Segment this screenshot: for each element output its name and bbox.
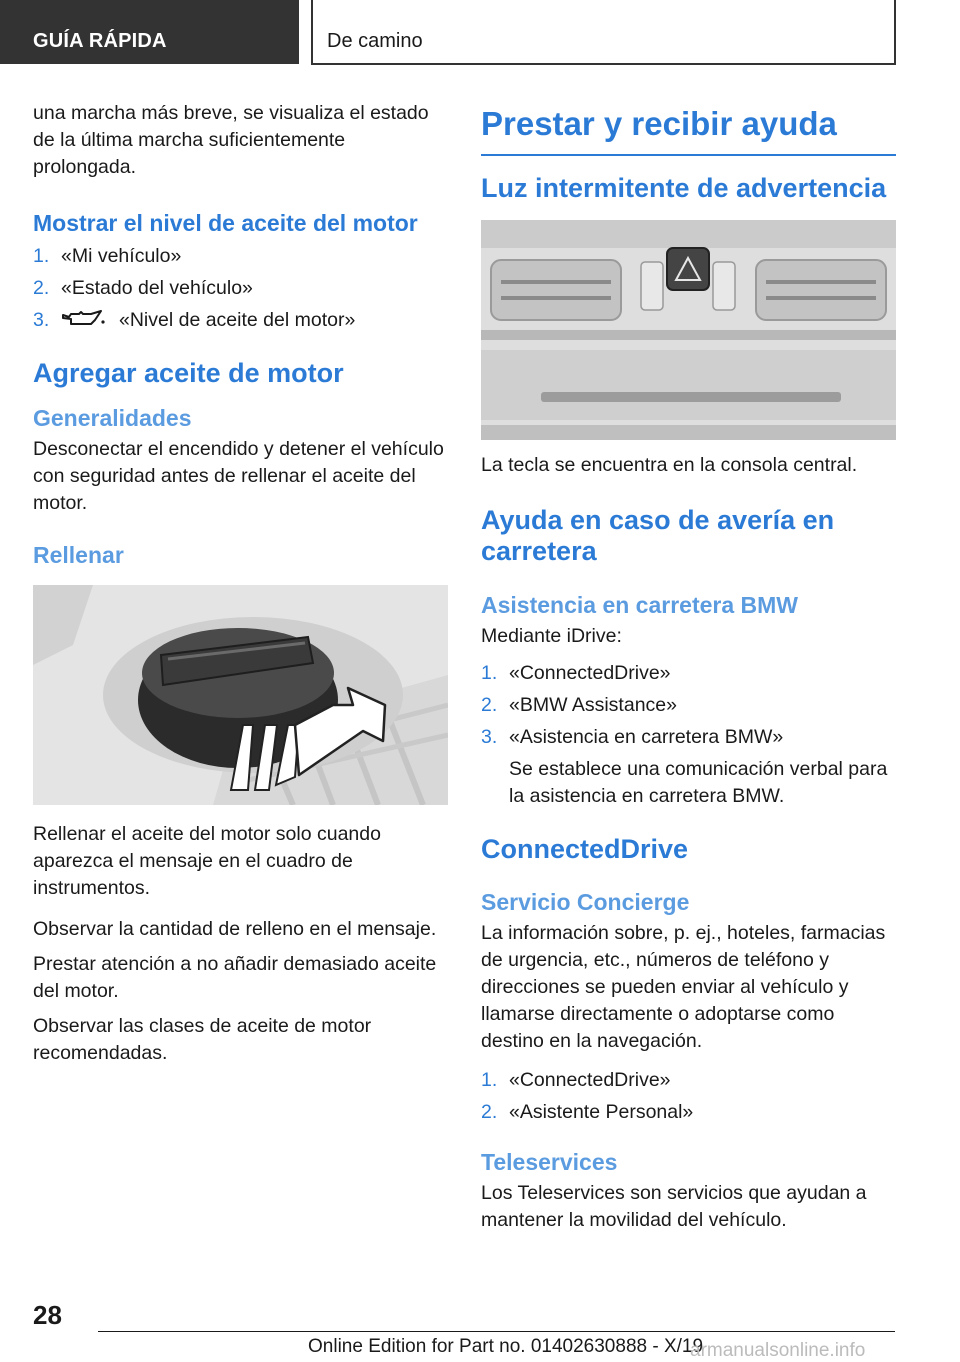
oil-level-heading: Mostrar el nivel de aceite del motor [33,210,418,236]
concierge-steps [481,1067,896,1126]
list-item: 1. «Mi vehículo» [33,245,182,267]
assist-steps [481,660,896,810]
list-item: 1. «ConnectedDrive» [481,662,671,684]
list-item: 2. «BMW Assistance» [481,694,677,716]
section-label: GUÍA RÁPIDA [33,30,167,52]
refill-paragraph-2: Observar la cantidad de relleno en el mensaje. [33,918,437,940]
intro-paragraph: una marcha más breve, se visualiza el estado de la última marcha suficientemente prolongada. [33,102,429,178]
left-column [33,100,448,1067]
list-item: 3. «Nivel de aceite del motor» [33,309,356,331]
concierge-heading: Servicio Concierge [481,889,690,915]
help-title: Prestar y recibir ayuda [481,102,896,156]
refill-paragraph-1: Rellenar el aceite del motor solo cuando aparezca el mensaje en el cuadro de instrumentos. [33,823,381,899]
watermark: armanualsonline.info [690,1340,866,1361]
section-tab [0,0,299,64]
oil-level-steps [33,243,448,334]
hazard-button-image [481,220,896,440]
list-item: 3. «Asistencia en carretera BMW» Se establece una comunicación verbal para la asistencia en carretera BMW. [481,726,888,807]
hazard-caption: La tecla se encuentra en la consola central. [481,454,858,476]
general-paragraph: Desconectar el encendido y detener el vehículo con seguridad antes de rellenar el aceite del motor. [33,438,444,514]
refill-heading: Rellenar [33,542,124,568]
connecteddrive-heading: ConnectedDrive [481,834,689,864]
oil-can-icon [61,310,105,328]
refill-paragraph-4: Observar las clases de aceite de motor recomendadas. [33,1015,372,1064]
hazard-heading: Luz intermitente de advertencia [481,173,887,203]
list-item: 2. «Estado del vehículo» [33,277,253,299]
chapter-label: De camino [327,30,423,52]
footer-divider [98,1331,895,1332]
list-item: 2. «Asistente Personal» [481,1101,694,1123]
edition-text: Online Edition for Part no. 01402630888 - X/19 [308,1336,704,1357]
oil-cap-image [33,585,448,805]
add-oil-heading: Agregar aceite de motor [33,358,344,388]
breakdown-heading: Ayuda en caso de avería en carretera [481,505,835,566]
idrive-paragraph: Mediante iDrive: [481,625,622,647]
right-column [481,102,896,1234]
general-heading: Generalidades [33,405,192,431]
concierge-paragraph: La información sobre, p. ej., hoteles, farmacias de urgencia, etc., números de teléfono y direcciones se pueden enviar al vehículo y llamarse directamente o adoptarse como destino en la navegación. [481,922,886,1052]
refill-paragraph-3: Prestar atención a no añadir demasiado aceite del motor. [33,953,437,1002]
teleservices-heading: Teleservices [481,1149,618,1175]
teleservices-paragraph: Los Teleservices son servicios que ayudan a mantener la movilidad del vehículo. [481,1182,867,1231]
page-number: 28 [33,1300,62,1330]
list-item: 1. «ConnectedDrive» [481,1069,671,1091]
chapter-tab [311,0,896,65]
bmw-assist-heading: Asistencia en carretera BMW [481,592,799,618]
